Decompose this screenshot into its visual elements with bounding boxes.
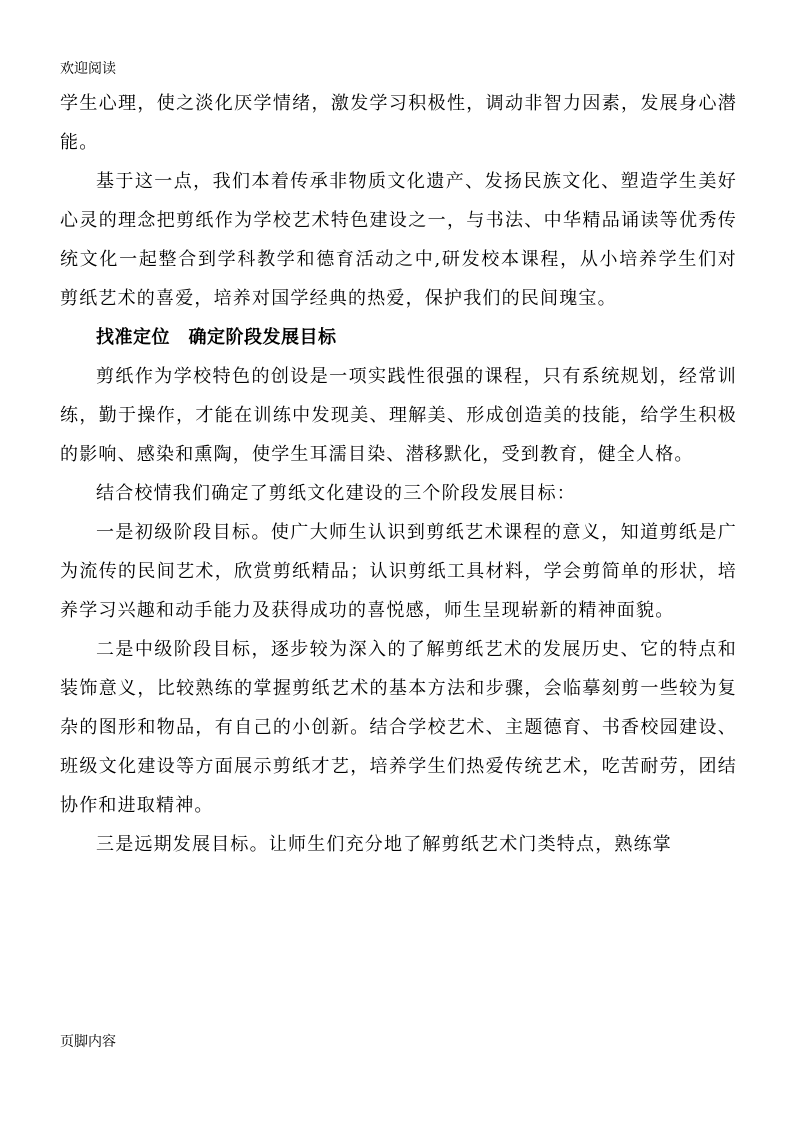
page-header: 欢迎阅读 [60, 61, 116, 77]
page-footer: 页脚内容 [60, 1034, 116, 1050]
paragraph-intangible-heritage: 基于这一点，我们本着传承非物质文化遗产、发扬民族文化、塑造学生美好心灵的理念把剪纸作为学校艺术特色建设之一，与书法、中华精品诵读等优秀传统文化一起整合到学科教学和德育活动之中,研发校本课程，从小培养学生们对剪纸艺术的喜爱，培养对国学经典的热爱，保护我们的民间瑰宝。 [60, 171, 737, 309]
paragraph-goal-long-term: 三是远期发展目标。让师生们充分地了解剪纸艺术门类特点，熟练掌 [96, 834, 672, 855]
paragraph-goal-intermediate: 二是中级阶段目标，逐步较为深入的了解剪纸艺术的发展历史、它的特点和装饰意义，比较熟练的掌握剪纸艺术的基本方法和步骤，会临摹刻剪一些较为复杂的图形和物品，有自己的小创新。结合学校艺术、主题德育、书香校园建设、班级文化建设等方面展示剪纸才艺，培养学生们热爱传统艺术，吃苦耐劳，团结协作和进取精神。 [60, 639, 737, 816]
section-heading: 找准定位 确定阶段发展目标 [96, 327, 337, 348]
document-body [60, 84, 737, 864]
paragraph-papercut-course: 剪纸作为学校特色的创设是一项实践性很强的课程，只有系统规划，经常训练，勤于操作，才能在训练中发现美、理解美、形成创造美的技能，给学生积极的影响、感染和熏陶，使学生耳濡目染、潜移默化，受到教育，健全人格。 [60, 366, 737, 465]
paragraph-continuation: 学生心理，使之淡化厌学情绪，激发学习积极性，调动非智力因素，发展身心潜能。 [60, 93, 737, 153]
paragraph-three-goals-intro: 结合校情我们确定了剪纸文化建设的三个阶段发展目标： [96, 483, 576, 504]
paragraph-goal-primary: 一是初级阶段目标。使广大师生认识到剪纸艺术课程的意义，知道剪纸是广为流传的民间艺术，欣赏剪纸精品；认识剪纸工具材料，学会剪简单的形状，培养学习兴趣和动手能力及获得成功的喜悦感，师生呈现崭新的精神面貌。 [60, 522, 737, 621]
